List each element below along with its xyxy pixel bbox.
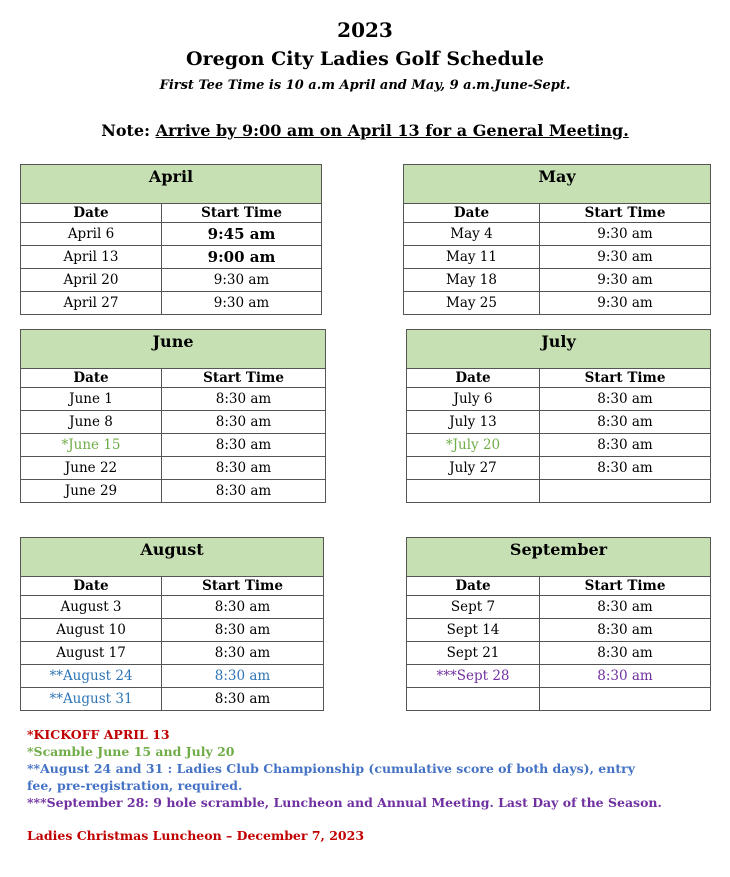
month-header: April <box>21 165 322 204</box>
september-table <box>406 537 711 711</box>
month-header: June <box>21 330 326 369</box>
date-cell: May 11 <box>404 246 540 269</box>
schedule-year: 2023 <box>337 18 393 42</box>
table-row <box>404 269 711 292</box>
date-cell: **August 24 <box>21 665 162 688</box>
date-column-header: Date <box>21 204 162 223</box>
championship-footnote: **August 24 and 31 : Ladies Club Championship (cumulative score of both days), entry fee, pre-registration, required. <box>27 761 635 793</box>
month-header: July <box>407 330 711 369</box>
date-cell: May 18 <box>404 269 540 292</box>
table-row <box>21 688 324 711</box>
date-cell: July 13 <box>407 411 540 434</box>
date-cell: August 3 <box>21 596 162 619</box>
start-time-column-header: Start Time <box>162 577 324 596</box>
empty-cell <box>540 688 711 711</box>
table-row <box>21 223 322 246</box>
start-time-column-header: Start Time <box>540 577 711 596</box>
time-cell: 8:30 am <box>162 434 326 457</box>
date-cell: *July 20 <box>407 434 540 457</box>
time-cell: 8:30 am <box>162 619 324 642</box>
table-row <box>407 457 711 480</box>
date-cell: June 1 <box>21 388 162 411</box>
table-row <box>407 388 711 411</box>
time-cell: 8:30 am <box>162 665 324 688</box>
table-row <box>21 434 326 457</box>
time-cell: 9:45 am <box>162 223 322 246</box>
month-header: May <box>404 165 711 204</box>
note-label: Note: <box>101 121 150 140</box>
table-row <box>407 642 711 665</box>
date-cell: Sept 7 <box>407 596 540 619</box>
kickoff-footnote: *KICKOFF APRIL 13 <box>27 727 170 742</box>
time-cell: 8:30 am <box>540 665 711 688</box>
date-cell: June 29 <box>21 480 162 503</box>
time-cell: 8:30 am <box>540 434 711 457</box>
table-row <box>21 642 324 665</box>
table-row <box>407 596 711 619</box>
meeting-note <box>0 121 730 140</box>
time-cell: 9:30 am <box>162 292 322 315</box>
date-cell: Sept 14 <box>407 619 540 642</box>
time-cell: 8:30 am <box>162 596 324 619</box>
date-column-header: Date <box>21 577 162 596</box>
table-row <box>21 457 326 480</box>
month-header: August <box>21 538 324 577</box>
table-row <box>21 596 324 619</box>
time-cell: 8:30 am <box>540 619 711 642</box>
time-cell: 8:30 am <box>162 688 324 711</box>
time-cell: 8:30 am <box>162 457 326 480</box>
empty-cell <box>407 480 540 503</box>
season-end-footnote: ***September 28: 9 hole scramble, Luncheon and Annual Meeting. Last Day of the Season. <box>27 795 662 810</box>
table-row <box>21 388 326 411</box>
may-table <box>403 164 711 315</box>
table-row <box>407 411 711 434</box>
time-cell: 9:00 am <box>162 246 322 269</box>
date-column-header: Date <box>407 369 540 388</box>
month-header: September <box>407 538 711 577</box>
date-cell: Sept 21 <box>407 642 540 665</box>
date-cell: ***Sept 28 <box>407 665 540 688</box>
time-cell: 9:30 am <box>162 269 322 292</box>
christmas-luncheon-footnote: Ladies Christmas Luncheon – December 7, 2023 <box>27 828 365 843</box>
table-row <box>21 246 322 269</box>
july-table <box>406 329 711 503</box>
date-cell: July 27 <box>407 457 540 480</box>
date-cell: April 27 <box>21 292 162 315</box>
date-cell: **August 31 <box>21 688 162 711</box>
date-cell: August 10 <box>21 619 162 642</box>
date-column-header: Date <box>21 369 162 388</box>
tee-time-subtitle: First Tee Time is 10 a.m April and May, 9 a.m.June-Sept. <box>159 78 571 93</box>
table-row <box>21 665 324 688</box>
date-column-header: Date <box>407 577 540 596</box>
time-cell: 9:30 am <box>540 246 711 269</box>
date-column-header: Date <box>404 204 540 223</box>
time-cell: 8:30 am <box>540 457 711 480</box>
start-time-column-header: Start Time <box>162 369 326 388</box>
time-cell: 8:30 am <box>540 388 711 411</box>
time-cell: 8:30 am <box>162 388 326 411</box>
time-cell: 9:30 am <box>540 269 711 292</box>
page-title: Oregon City Ladies Golf Schedule <box>186 48 544 70</box>
time-cell: 8:30 am <box>162 411 326 434</box>
june-table <box>20 329 326 503</box>
date-cell: April 6 <box>21 223 162 246</box>
date-cell: April 20 <box>21 269 162 292</box>
table-row <box>21 292 322 315</box>
table-row <box>404 223 711 246</box>
table-row <box>407 434 711 457</box>
time-cell: 8:30 am <box>540 642 711 665</box>
time-cell: 8:30 am <box>540 596 711 619</box>
table-row <box>21 411 326 434</box>
date-cell: June 22 <box>21 457 162 480</box>
empty-cell <box>407 688 540 711</box>
table-row <box>407 665 711 688</box>
table-row <box>21 619 324 642</box>
time-cell: 8:30 am <box>540 411 711 434</box>
empty-cell <box>540 480 711 503</box>
date-cell: *June 15 <box>21 434 162 457</box>
empty-row <box>407 480 711 503</box>
table-row <box>404 246 711 269</box>
date-cell: August 17 <box>21 642 162 665</box>
date-cell: June 8 <box>21 411 162 434</box>
empty-row <box>407 688 711 711</box>
start-time-column-header: Start Time <box>162 204 322 223</box>
start-time-column-header: Start Time <box>540 204 711 223</box>
table-row <box>404 292 711 315</box>
date-cell: April 13 <box>21 246 162 269</box>
time-cell: 8:30 am <box>162 480 326 503</box>
date-cell: July 6 <box>407 388 540 411</box>
note-text: Arrive by 9:00 am on April 13 for a General Meeting. <box>155 121 629 140</box>
time-cell: 8:30 am <box>162 642 324 665</box>
table-row <box>407 619 711 642</box>
table-row <box>21 480 326 503</box>
time-cell: 9:30 am <box>540 223 711 246</box>
scramble-footnote: *Scamble June 15 and July 20 <box>27 744 235 759</box>
april-table <box>20 164 322 315</box>
date-cell: May 25 <box>404 292 540 315</box>
time-cell: 9:30 am <box>540 292 711 315</box>
date-cell: May 4 <box>404 223 540 246</box>
august-table <box>20 537 324 711</box>
start-time-column-header: Start Time <box>540 369 711 388</box>
table-row <box>21 269 322 292</box>
